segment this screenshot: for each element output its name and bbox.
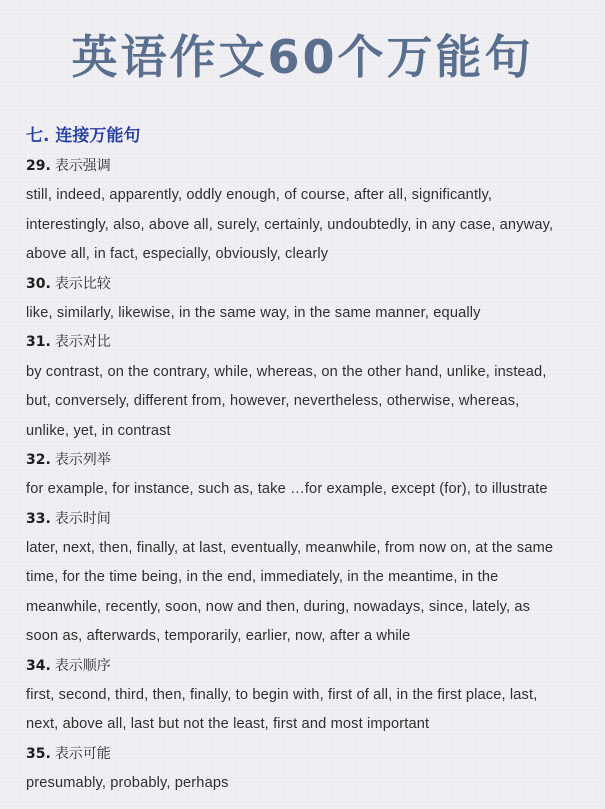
item-number: 30.: [26, 275, 51, 292]
item-number: 31.: [26, 334, 51, 351]
page-title: 英语作文60个万能句: [71, 30, 534, 84]
section-title: 七. 连接万能句: [26, 126, 141, 146]
phrase-line: unlike, yet, in contrast: [26, 422, 171, 439]
item-number: 34.: [26, 657, 51, 674]
item-category: 表示顺序: [54, 657, 111, 674]
item-heading: [26, 270, 586, 299]
item-number: 32.: [26, 451, 51, 468]
item-heading: [26, 446, 586, 475]
item-number: 33.: [26, 510, 51, 527]
phrase-line: like, similarly, likewise, in the same way, in the same manner, equally: [26, 304, 481, 321]
item-category: 表示列举: [54, 451, 111, 468]
item-heading: [26, 740, 586, 769]
item-heading: [26, 152, 586, 181]
phrase-line: presumably, probably, perhaps: [26, 775, 229, 792]
item-category: 表示比较: [54, 275, 111, 292]
item-category: 表示时间: [54, 510, 111, 527]
item-category: 表示对比: [54, 334, 111, 351]
item-number: 29.: [26, 158, 51, 174]
phrase-line: still, indeed, apparently, oddly enough, of course, after all, significantly,: [26, 187, 493, 204]
phrase-line: first, second, third, then, finally, to begin with, first of all, in the first place, last,: [26, 687, 538, 704]
phrase-line: later, next, then, finally, at last, eventually, meanwhile, from now on, at the same: [26, 540, 554, 557]
item-number: 35.: [26, 745, 51, 762]
item-heading: [26, 328, 586, 357]
phrase-line: for example, for instance, such as, take …for example, except (for), to illustrate: [26, 481, 548, 498]
phrase-list: [26, 152, 586, 799]
item-heading: [26, 652, 586, 681]
item-heading: [26, 505, 586, 534]
item-category: 表示强调: [54, 158, 111, 174]
phrase-line: above all, in fact, especially, obviously, clearly: [26, 246, 329, 263]
phrase-line: time, for the time being, in the end, immediately, in the meantime, in the: [26, 569, 499, 586]
phrase-line: by contrast, on the contrary, while, whereas, on the other hand, unlike, instead,: [26, 363, 547, 380]
phrase-line: but, conversely, different from, however, nevertheless, otherwise, whereas,: [26, 393, 520, 410]
phrase-line: next, above all, last but not the least, first and most important: [26, 716, 430, 733]
phrase-line: meanwhile, recently, soon, now and then, during, nowadays, since, lately, as: [26, 598, 531, 615]
phrase-line: soon as, afterwards, temporarily, earlier, now, after a while: [26, 628, 411, 645]
item-category: 表示可能: [54, 745, 111, 762]
phrase-line: interestingly, also, above all, surely, certainly, undoubtedly, in any case, anyway,: [26, 216, 554, 233]
